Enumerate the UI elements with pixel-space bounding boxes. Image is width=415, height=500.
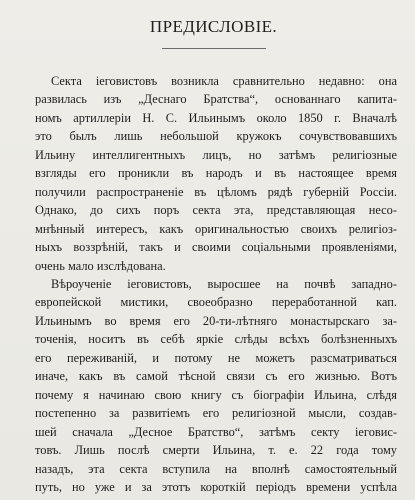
text-line: это былъ лишь небольшой кружокъ сочувствовавшихъ <box>35 129 397 144</box>
text-line: европейской мистики, своеобразно переработанной кап. <box>35 295 397 310</box>
text-line: постепенно за развитіемъ его религіозной мысли, создав- <box>35 406 397 421</box>
text-line: назадъ, эта секта вступила на вполнѣ самостоятельный <box>35 461 397 476</box>
text-line: почему я начинаю свою книгу съ біографіи Ильина, слѣдя <box>35 387 397 402</box>
text-line: ныхъ воззрѣній, такъ и своими соціальными проявленіями, <box>35 240 397 255</box>
text-line: Однако, до сихъ поръ секта эта, представляющая несо- <box>35 203 397 218</box>
text-line: номъ артиллеріи Н. С. Ильинымъ около 1850 г. Вначалѣ <box>35 110 397 125</box>
text-line: Вѣроученіе іеговистовъ, выросшее на почвѣ западно- <box>51 276 397 291</box>
text-line: товъ. Лишь послѣ смерти Ильина, т. е. 22 года тому <box>35 443 397 458</box>
text-line: очень мало изслѣдована. <box>35 258 166 273</box>
text-line: Ильину интеллигентныхъ лицъ, но затѣмъ религіозные <box>35 147 397 162</box>
text-line: мнѣнный интересъ, какъ оригинальностью своихъ религіоз- <box>35 221 397 236</box>
text-line: Ильинымъ во время его 20-ти-лѣтняго монастырскаго за- <box>35 313 397 328</box>
page-heading: ПРЕДИСЛОВІЕ. <box>149 17 278 36</box>
text-line: развилась изъ „Деснаго Братства“, основаннаго капита- <box>35 92 397 107</box>
text-line: его переживаній, и потому не можетъ разсматриваться <box>35 350 397 365</box>
heading-underline <box>162 48 266 49</box>
text-line: Секта іеговистовъ возникла сравнительно недавно: она <box>51 74 397 88</box>
text-line: взгляды его проникли въ народъ и въ настоящее время <box>35 166 397 181</box>
text-line: иначе, какъ въ самой тѣсной связи съ его жизнью. Вотъ <box>35 369 397 384</box>
text-line: получили распространеніе въ цѣломъ рядѣ губерній Россіи. <box>35 184 397 199</box>
text-line: точенія, носитъ въ себѣ яркіе слѣды всѣхъ болѣзненныхъ <box>35 332 397 347</box>
paragraph-1 <box>35 72 397 275</box>
text-line: шей сначала „Десное Братство“, затѣмъ секту іеговис- <box>35 424 397 439</box>
body-text <box>35 72 397 496</box>
paragraph-2 <box>35 275 397 496</box>
text-line: путь, но уже и за этотъ короткій періодъ времени успѣла <box>35 479 397 494</box>
